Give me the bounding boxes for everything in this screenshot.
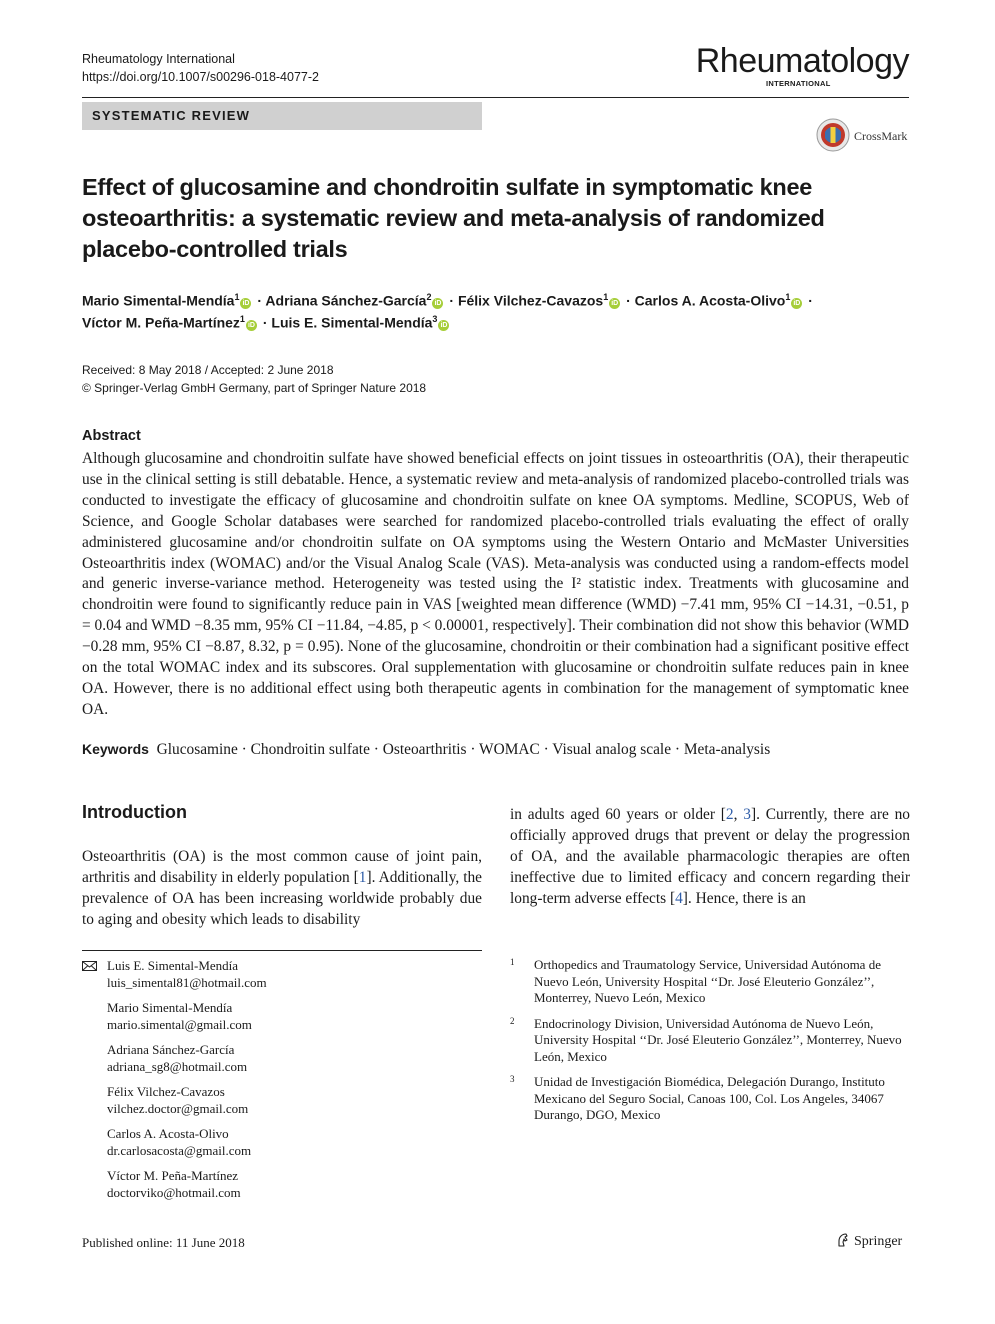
citation-link[interactable]: 1: [358, 869, 367, 886]
orcid-icon[interactable]: iD: [611, 299, 619, 307]
author-aff: 3: [432, 314, 438, 324]
citation-link[interactable]: 4: [675, 890, 683, 907]
keywords-line: [82, 741, 770, 759]
contact-name: Luis E. Simental-Mendía: [107, 958, 239, 973]
contact-email[interactable]: doctorviko@hotmail.com: [107, 1184, 241, 1200]
orcid-icon[interactable]: iD: [440, 321, 448, 329]
contact-name: Carlos A. Acosta-Olivo: [107, 1126, 229, 1141]
intro-text: ,: [733, 806, 744, 823]
corresponding-contacts: [82, 958, 482, 1210]
affiliation-text: Endocrinology Division, Universidad Autónoma de Nuevo León, University Hospital ‘‘Dr. José Eleuterio González’’, Monterrey, Nuevo León, Mexico: [534, 1015, 902, 1064]
author-aff: 2: [426, 292, 432, 302]
author-separator: ·: [622, 292, 635, 309]
author-name: Mario Simental-Mendía: [82, 292, 235, 309]
journal-logo-subtitle: INTERNATIONAL: [766, 79, 831, 88]
orcid-icon[interactable]: iD: [434, 299, 442, 307]
affiliation-entry: [510, 1074, 910, 1124]
author-name: Luis E. Simental-Mendía: [271, 314, 433, 331]
affiliation-number: 3: [510, 1074, 515, 1084]
introduction-heading: Introduction: [82, 802, 187, 822]
contact-email[interactable]: luis_simental81@hotmail.com: [107, 974, 267, 990]
contact-name: Adriana Sánchez-García: [107, 1042, 235, 1057]
contact-entry: [82, 958, 482, 991]
author-name: Víctor M. Peña-Martínez: [82, 314, 240, 331]
contact-entry: [82, 1126, 482, 1159]
contact-email[interactable]: adriana_sg8@hotmail.com: [107, 1058, 248, 1074]
affiliation-entry: [510, 957, 910, 1007]
author-aff: 1: [603, 292, 609, 302]
journal-logo: Rheumatology: [695, 42, 909, 80]
section-label: SYSTEMATIC REVIEW: [92, 108, 251, 123]
published-online-date: Published online: 11 June 2018: [82, 1235, 245, 1250]
affiliation-number: 1: [510, 957, 515, 967]
intro-text: in adults aged 60 years or older [: [510, 806, 726, 823]
affiliation-text: Unidad de Investigación Biomédica, Delegación Durango, Instituto Mexicano del Seguro Social, Canoas 100, Col. Los Angeles, 34067 Durango, DGO, Mexico: [534, 1074, 885, 1122]
intro-text: ]. Hence, there is an: [682, 890, 806, 907]
article-title: Effect of glucosamine and chondroitin sulfate in symptomatic knee osteoarthritis: a systematic review and meta-analysis of randomized placebo-controlled trials: [82, 174, 825, 262]
author-name: Félix Vilchez-Cavazos: [457, 292, 604, 309]
contact-email[interactable]: dr.carlosacosta@gmail.com: [107, 1142, 252, 1158]
intro-text: ]. Additionally, the prevalence of OA has been increasing worldwide probably due to aging and obesity which leads to disability: [82, 869, 482, 928]
abstract-body: Although glucosamine and chondroitin sulfate have showed beneficial effects on joint tissues in osteoarthritis (OA), their therapeutic use in the clinical setting is still debatable. Hence, a systematic review and meta-analysis of randomized placebo-controlled trials was conducted to investigate the efficacy of glucosamine and chondroitin sulfate on knee OA symptoms. Medline, SCOPUS, Web of Science, and Google Scholar databases were searched for randomized placebo-controlled trials evaluating the effect of orally administered glucosamine and/or chondroitin sulfate on OA symptoms using the Western Ontario and McMaster Universities Osteoarthritis index (WOMAC) and/or the Visual Analog Scale (VAS). Meta-analysis was conducted using a random-effects model and generic inverse-variance method. Heterogeneity was tested using the I² statistic index. Treatments with glucosamine and chondroitin were found to significantly reduce pain in VAS [weighted mean difference (WMD) −7.41 mm, 95% CI −14.31, −0.51, p = 0.04 and WMD −8.35 mm, 95% CI −11.84, −4.85, p < 0.00001, respectively]. Their combination did not show this behavior (WMD −0.28 mm, 95% CI −8.87, 8.32, p = 0.95). None of the glucosamine, chondroitin or their combination had a significant positive effect on the total WOMAC index and its subscores. Oral supplementation with glucosamine or chondroitin sulfate reduces pain in knee OA. However, there is no additional effect using both therapeutic agents in combination for the management of symptomatic knee OA.: [82, 450, 909, 718]
contact-entry: [82, 1084, 482, 1117]
author-separator: ·: [253, 292, 266, 309]
contact-entry: [82, 1168, 482, 1201]
author-aff: 1: [234, 292, 240, 302]
citation-link[interactable]: 3: [743, 806, 751, 823]
introduction-column-left: [82, 846, 482, 930]
contact-email[interactable]: vilchez.doctor@gmail.com: [107, 1100, 249, 1116]
orcid-icon[interactable]: iD: [242, 299, 250, 307]
publisher-logo: [836, 1233, 902, 1250]
affiliations-list: [510, 957, 910, 1133]
contact-entry: [82, 1042, 482, 1075]
crossmark-label: CrossMark: [854, 129, 908, 143]
author-separator: ·: [258, 314, 272, 331]
crossmark-badge[interactable]: [816, 118, 910, 156]
contact-name: Félix Vilchez-Cavazos: [107, 1084, 225, 1099]
footnote-divider: [82, 950, 482, 951]
author-aff: 1: [785, 292, 791, 302]
doi-link[interactable]: https://doi.org/10.1007/s00296-018-4077-2: [82, 70, 319, 84]
introduction-column-right: [510, 804, 910, 909]
affiliation-entry: [510, 1016, 910, 1066]
citation-link[interactable]: 2: [725, 806, 734, 823]
springer-horse-icon: [836, 1233, 850, 1247]
journal-name: Rheumatology International: [82, 52, 235, 66]
author-separator: ·: [804, 292, 813, 309]
intro-text: Osteoarthritis (OA) is the most common cause of joint pain, arthritis and disability in elderly population [: [82, 848, 482, 886]
author-aff: 1: [239, 314, 245, 324]
author-separator: ·: [445, 292, 458, 309]
header-divider: [82, 97, 909, 98]
publisher-name: Springer: [854, 1234, 903, 1249]
affiliation-number: 2: [510, 1015, 515, 1026]
received-accepted-dates: Received: 8 May 2018 / Accepted: 2 June 2018: [82, 363, 334, 377]
contact-name: Víctor M. Peña-Martínez: [107, 1168, 239, 1183]
affiliation-text: Orthopedics and Traumatology Service, Universidad Autónoma de Nuevo León, University Hospital ‘‘Dr. José Eleuterio González’’, Monterrey, Nuevo León, Mexico: [534, 957, 881, 1005]
keywords-label: Keywords: [82, 741, 149, 757]
crossmark-icon: [816, 118, 850, 152]
abstract-heading: Abstract: [82, 428, 141, 444]
contact-entry: [82, 1000, 482, 1033]
author-line-2: [82, 314, 902, 331]
contact-name: Mario Simental-Mendía: [107, 1000, 233, 1015]
orcid-icon[interactable]: iD: [247, 321, 255, 329]
orcid-icon[interactable]: iD: [793, 299, 801, 307]
contact-email[interactable]: mario.simental@gmail.com: [107, 1016, 252, 1032]
author-line-1: [82, 292, 902, 309]
intro-text: ]. Currently, there are no officially approved drugs that prevent or delay the progression of OA, and the available pharmacologic therapies are often ineffective due to limited efficacy and concern regarding their long-term adverse effects [: [510, 806, 910, 907]
copyright-notice: © Springer-Verlag GmbH Germany, part of Springer Nature 2018: [82, 381, 427, 395]
author-name: Adriana Sánchez-García: [265, 292, 427, 309]
author-name: Carlos A. Acosta-Olivo: [634, 292, 786, 309]
keywords-list: Glucosamine · Chondroitin sulfate · Osteoarthritis · WOMAC · Visual analog scale · Meta-analysis: [156, 741, 771, 758]
envelope-icon: [82, 961, 97, 971]
